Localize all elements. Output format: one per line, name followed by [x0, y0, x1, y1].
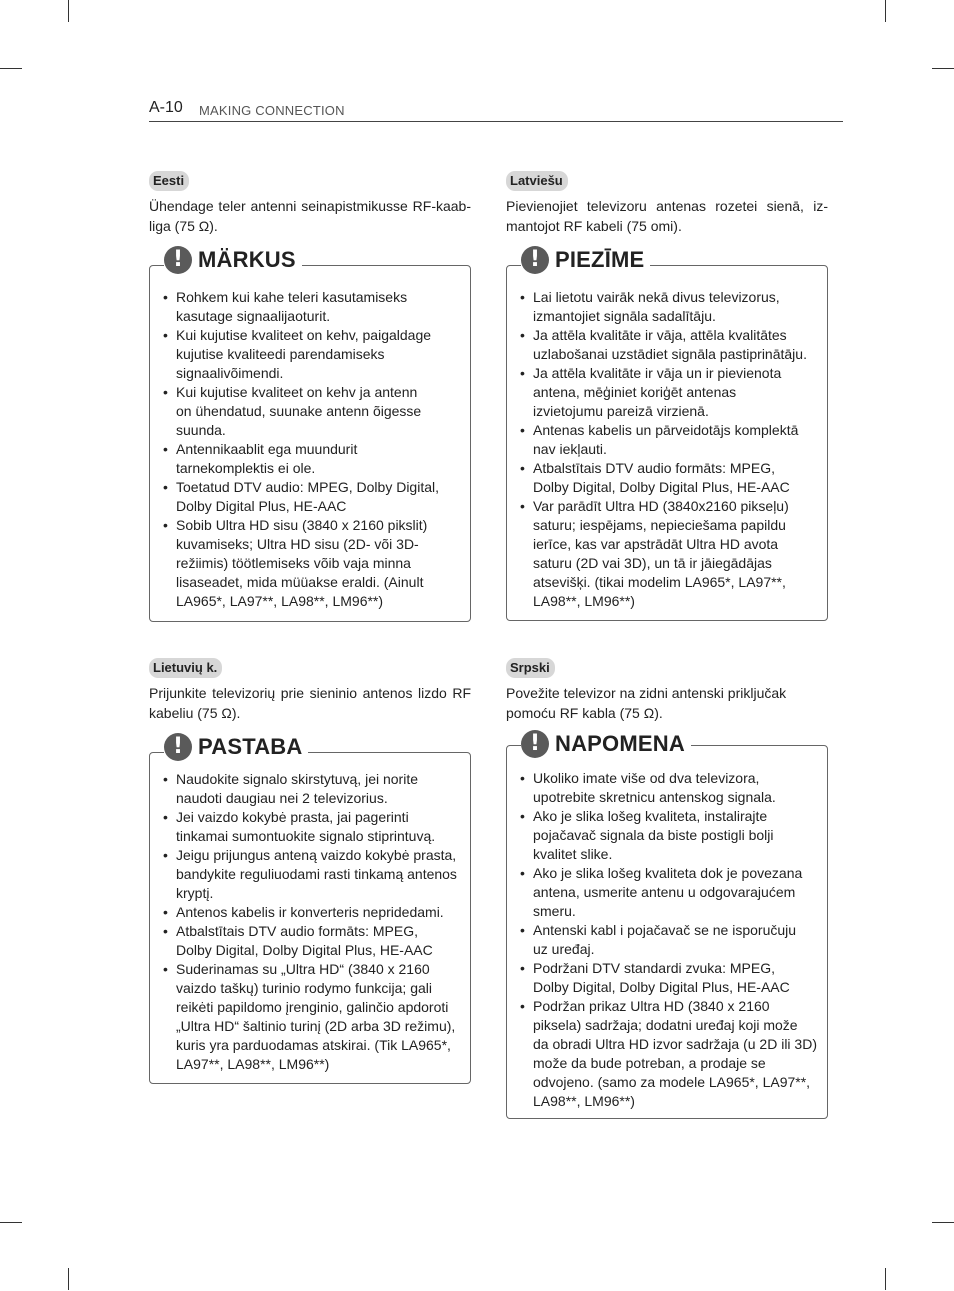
- intro-text: Pievienojiet televizoru antenas rozetei sienā, iz-mantojot RF kabeli (75 omi).: [506, 198, 828, 234]
- page-header: [149, 99, 843, 122]
- note-title: PASTABA: [198, 734, 303, 759]
- note-heading: [521, 246, 650, 274]
- list-item: • Antenski kabl i pojačavač se ne isporučuju uz uređaj.: [507, 921, 809, 959]
- language-badge: Eesti: [149, 171, 189, 191]
- note-box-eesti: [149, 247, 471, 622]
- list-item: • Ako je slika lošeg kvaliteta dok je povezana antena, usmerite antenu u odgovarajućem smeru.: [507, 864, 813, 921]
- section-title: MAKING CONNECTION: [199, 103, 345, 118]
- note-title: MÄRKUS: [198, 247, 296, 272]
- crop-mark: [0, 1222, 22, 1223]
- list-item: • Var parādīt Ultra HD (3840x2160 pikseļu) saturu; iespējams, nepieciešama papildu ierīce, kas var apstrādāt Ultra HD avota saturu (2D vai 3D), un tā ir jāiegādājas atsevišķi. (tikai modelim LA965*, LA97**, LA98**, LM96**): [507, 497, 803, 611]
- crop-mark: [885, 1268, 886, 1290]
- crop-mark: [932, 1222, 954, 1223]
- language-badge: Lietuvių k.: [149, 658, 222, 678]
- list-item: • Atbalstītais DTV audio formāts: MPEG, Dolby Digital, Dolby Digital Plus, HE-AAC: [150, 922, 454, 960]
- section-eesti: [149, 171, 471, 236]
- note-heading: [164, 733, 308, 761]
- language-badge: Latviešu: [506, 171, 568, 191]
- section-latviesu: [506, 171, 828, 236]
- note-box-lietuviu: [149, 734, 471, 1084]
- section-lietuviu: [149, 658, 471, 723]
- list-item: • Antenas kabelis un pārveidotājs komplektā nav iekļauti.: [507, 421, 809, 459]
- warning-icon: !: [164, 246, 192, 274]
- language-badge: Srpski: [506, 658, 555, 678]
- intro-text: Povežite televizor na zidni antenski priključak pomoću RF kabla (75 Ω).: [506, 685, 787, 721]
- list-item: • Lai lietotu vairāk nekā divus televizorus, izmantojiet signāla sadalītāju.: [507, 288, 793, 326]
- note-heading: [164, 246, 302, 274]
- note-heading: [521, 730, 691, 758]
- note-title: PIEZĪME: [555, 247, 645, 272]
- section-srpski: [506, 658, 828, 723]
- warning-icon: !: [521, 730, 549, 758]
- page-number: A-10: [149, 99, 183, 116]
- list-item: • Rohkem kui kahe teleri kasutamiseks kasutage signaalijaoturit.: [150, 288, 424, 326]
- list-item: • Jeigu prijungus anteną vaizdo kokybė prasta, bandykite reguliuodami rasti tinkamą antenos kryptį.: [150, 846, 460, 903]
- list-item: • Toetatud DTV audio: MPEG, Dolby Digital, Dolby Digital Plus, HE-AAC: [150, 478, 446, 516]
- list-item: • Ja attēla kvalitāte ir vāja un ir pievienota antena, mēģiniet koriģēt antenas izvietojumu pareizā virzienā.: [507, 364, 791, 421]
- list-item: • Sobib Ultra HD sisu (3840 x 2160 pikslit) kuvamiseks; Ultra HD sisu (2D- või 3D-režiimis) töötlemiseks võib vaja minna lisaseadet, mida müüakse eraldi. (Ainult LA965*, LA97**, LA98**, LM96**): [150, 516, 444, 611]
- intro-text: Ühendage teler antenni seinapistmikusse RF-kaab-liga (75 Ω).: [149, 198, 471, 234]
- note-list: [507, 769, 817, 1111]
- crop-mark: [0, 68, 22, 69]
- note-title: NAPOMENA: [555, 731, 685, 756]
- list-item: • Antennikaablit ega muundurit tarnekomplektis ei ole.: [150, 440, 366, 478]
- list-item: • Kui kujutise kvaliteet on kehv ja antenn on ühendatud, suunake antenn õigesse suunda.: [150, 383, 428, 440]
- note-box-latviesu: [506, 247, 828, 621]
- list-item: • Atbalstītais DTV audio formāts: MPEG, Dolby Digital, Dolby Digital Plus, HE-AAC: [507, 459, 801, 497]
- list-item: • Naudokite signalo skirstytuvą, jei norite naudoti daugiau nei 2 televizorius.: [150, 770, 434, 808]
- list-item: • Suderinamas su „Ultra HD“ (3840 x 2160 vaizdo taškų) turinio rodymo funkcija; gali reikėti papildomo įrenginio, galinčio apdoroti „Ultra HD“ šaltinio turinį (2D arba 3D režimu), kuris yra parduodamas atskirai. (Tik LA965*, LA97**, LA98**, LM96**): [150, 960, 462, 1074]
- crop-mark: [885, 0, 886, 22]
- list-item: • Jei vaizdo kokybė prasta, jai pagerinti tinkamai sumontuokite signalo stiprintuvą.: [150, 808, 450, 846]
- list-item: • Kui kujutise kvaliteet on kehv, paigaldage kujutise kvaliteedi parendamiseks signaalivõimendi.: [150, 326, 438, 383]
- crop-mark: [68, 0, 69, 22]
- warning-icon: !: [521, 246, 549, 274]
- list-item: • Ukoliko imate više od dva televizora, upotrebite skretnicu antenskog signala.: [507, 769, 791, 807]
- note-list: [150, 288, 450, 611]
- list-item: • Podržan prikaz Ultra HD (3840 x 2160 piksela) sadržaja; dodatni uređaj koji može da obradi Ultra HD izvor sadržaja (u 2D ili 3D) može da bude potreban, a prodaje se odvojeno. (samo za modele LA965*, LA97**, LA98**, LM96**): [507, 997, 817, 1111]
- note-list: [150, 770, 455, 1074]
- list-item: • Ako je slika lošeg kvaliteta, instalirajte pojačavač signala da biste postigli bolji kvalitet slike.: [507, 807, 789, 864]
- list-item: • Ja attēla kvalitāte ir vāja, attēla kvalitātes uzlabošanai uzstādiet signāla pastiprinātāju.: [507, 326, 815, 364]
- crop-mark: [932, 68, 954, 69]
- crop-mark: [68, 1268, 69, 1290]
- note-list: [507, 288, 817, 611]
- list-item: • Podržani DTV standardi zvuka: MPEG, Dolby Digital, Dolby Digital Plus, HE-AAC: [507, 959, 803, 997]
- warning-icon: !: [164, 733, 192, 761]
- intro-text: Prijunkite televizorių prie sieninio antenos lizdo RF kabeliu (75 Ω).: [149, 685, 471, 721]
- note-box-srpski: [506, 731, 828, 1119]
- list-item: • Antenos kabelis ir konverteris nepridedami.: [150, 903, 466, 922]
